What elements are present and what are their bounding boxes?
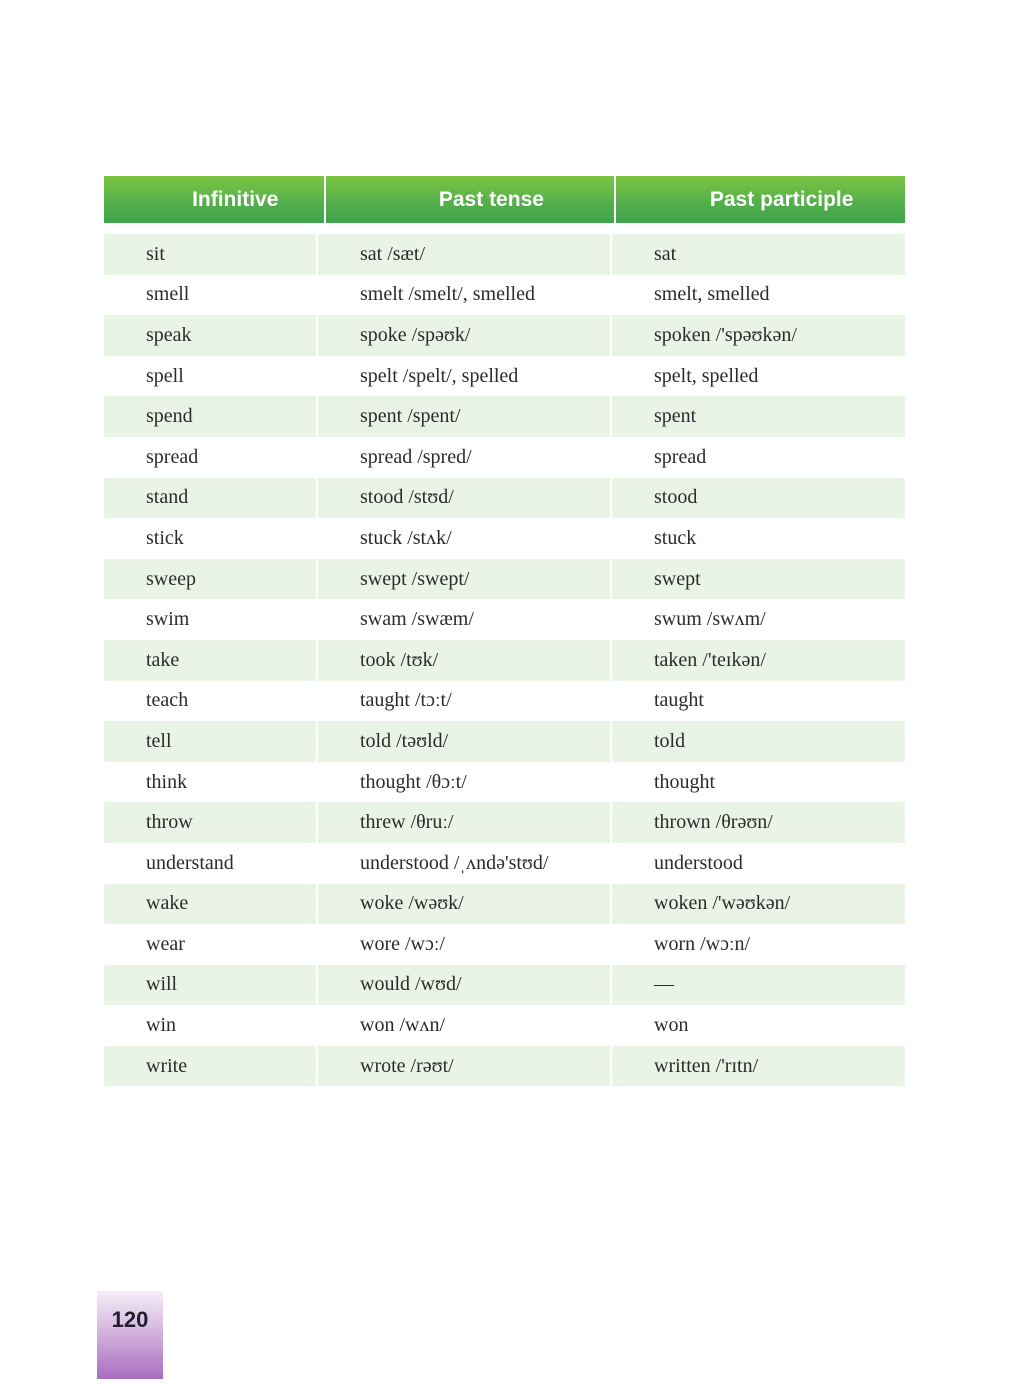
cell-infinitive: write xyxy=(104,1046,316,1087)
cell-past-participle: told xyxy=(612,721,905,762)
table-row xyxy=(104,884,905,925)
table-row xyxy=(104,518,905,559)
irregular-verbs-table xyxy=(104,176,905,1086)
table-row xyxy=(104,843,905,884)
cell-past-tense: would /wʊd/ xyxy=(318,965,610,1006)
cell-past-tense: woke /wəʊk/ xyxy=(318,884,610,925)
cell-past-participle: won xyxy=(654,1014,689,1037)
cell-past-tense: told /təʊld/ xyxy=(318,721,610,762)
cell-past-tense: swept /swept/ xyxy=(318,559,610,600)
table-header-row xyxy=(104,176,905,223)
cell-past-tense: swam /swæm/ xyxy=(360,608,474,631)
page-number: 120 xyxy=(111,1307,149,1332)
cell-past-participle: swept xyxy=(612,559,905,600)
cell-infinitive: stand xyxy=(104,478,316,519)
cell-past-tense: spent /spent/ xyxy=(318,396,610,437)
table-row xyxy=(104,640,905,681)
cell-infinitive: smell xyxy=(146,283,190,306)
cell-past-tense: smelt /smelt/, smelled xyxy=(360,283,535,306)
cell-infinitive: spell xyxy=(146,364,184,387)
table-row xyxy=(104,599,905,640)
cell-past-participle: smelt, smelled xyxy=(654,283,770,306)
table-row xyxy=(104,356,905,397)
cell-past-tense: thought /θɔːt/ xyxy=(360,770,467,793)
cell-past-tense: stuck /stʌk/ xyxy=(360,526,452,549)
cell-past-tense: understood /ˌʌndə'stʊd/ xyxy=(360,851,549,874)
cell-infinitive: spread xyxy=(146,445,199,468)
cell-infinitive: will xyxy=(104,965,316,1006)
cell-past-participle: — xyxy=(612,965,905,1006)
cell-past-tense: spoke /spəʊk/ xyxy=(318,315,610,356)
table-row xyxy=(104,437,905,478)
cell-infinitive: wake xyxy=(104,884,316,925)
page-number-tab xyxy=(97,1291,163,1379)
cell-infinitive: sit xyxy=(104,234,316,275)
table-row xyxy=(104,924,905,965)
cell-past-participle: spelt, spelled xyxy=(654,364,759,387)
cell-past-participle: thrown /θrəʊn/ xyxy=(612,802,905,843)
cell-past-participle: woken /'wəʊkən/ xyxy=(612,884,905,925)
table-row xyxy=(104,681,905,722)
cell-past-tense: sat /sæt/ xyxy=(318,234,610,275)
table-row xyxy=(104,1005,905,1046)
cell-infinitive: sweep xyxy=(104,559,316,600)
cell-past-tense: spread /spred/ xyxy=(360,445,472,468)
cell-past-participle: taken /'teɪkən/ xyxy=(612,640,905,681)
cell-infinitive: win xyxy=(146,1014,176,1037)
table-row xyxy=(104,275,905,316)
cell-infinitive: teach xyxy=(146,689,189,712)
table-row xyxy=(104,234,905,275)
cell-past-participle: spread xyxy=(654,445,707,468)
cell-past-participle: swum /swʌm/ xyxy=(654,608,766,631)
cell-infinitive: tell xyxy=(104,721,316,762)
cell-past-participle: spoken /'spəʊkən/ xyxy=(612,315,905,356)
cell-infinitive: speak xyxy=(104,315,316,356)
table-row xyxy=(104,478,905,519)
cell-infinitive: spend xyxy=(104,396,316,437)
cell-infinitive: swim xyxy=(146,608,190,631)
table-row xyxy=(104,721,905,762)
cell-past-tense: spelt /spelt/, spelled xyxy=(360,364,519,387)
cell-past-tense: stood /stʊd/ xyxy=(318,478,610,519)
cell-infinitive: throw xyxy=(104,802,316,843)
table-row xyxy=(104,559,905,600)
table-body xyxy=(104,234,905,1086)
cell-past-participle: understood xyxy=(654,851,743,874)
cell-past-participle: taught xyxy=(654,689,704,712)
table-row xyxy=(104,762,905,803)
cell-past-tense: wore /wɔː/ xyxy=(360,932,445,955)
header-past-tense: Past tense xyxy=(326,176,614,223)
cell-past-participle: stuck xyxy=(654,526,697,549)
cell-past-participle: sat xyxy=(612,234,905,275)
cell-past-participle: stood xyxy=(612,478,905,519)
table-row xyxy=(104,1046,905,1087)
table-row xyxy=(104,396,905,437)
cell-infinitive: think xyxy=(146,770,188,793)
cell-past-participle: thought xyxy=(654,770,716,793)
table-row xyxy=(104,802,905,843)
cell-infinitive: understand xyxy=(146,851,234,874)
cell-infinitive: take xyxy=(104,640,316,681)
cell-past-tense: won /wʌn/ xyxy=(360,1014,445,1037)
cell-past-participle: worn /wɔːn/ xyxy=(654,932,751,955)
cell-past-participle: written /'rɪtn/ xyxy=(612,1046,905,1087)
cell-past-tense: threw /θruː/ xyxy=(318,802,610,843)
cell-past-tense: taught /tɔːt/ xyxy=(360,689,452,712)
cell-past-participle: spent xyxy=(612,396,905,437)
header-past-participle: Past participle xyxy=(616,176,905,223)
cell-past-tense: wrote /rəʊt/ xyxy=(318,1046,610,1087)
cell-infinitive: wear xyxy=(146,932,185,955)
cell-past-tense: took /tʊk/ xyxy=(318,640,610,681)
cell-infinitive: stick xyxy=(146,526,184,549)
header-infinitive: Infinitive xyxy=(104,176,324,223)
table-row xyxy=(104,315,905,356)
table-row xyxy=(104,965,905,1006)
